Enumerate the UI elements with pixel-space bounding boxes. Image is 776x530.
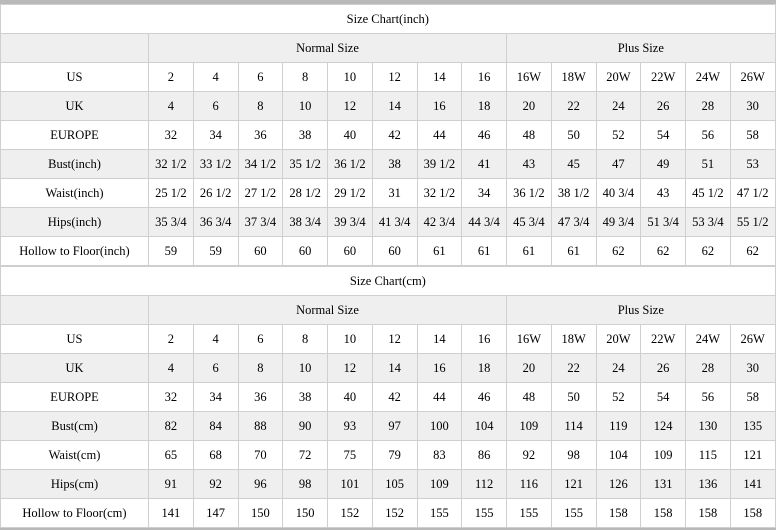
table-cell: 24W <box>686 325 731 354</box>
table-cell: 109 <box>417 470 462 499</box>
group-header-plus: Plus Size <box>507 296 776 325</box>
table-cell: 29 1/2 <box>328 179 373 208</box>
table-cell: 18 <box>462 354 507 383</box>
table-cell: 36 1/2 <box>507 179 552 208</box>
table-cell: 98 <box>283 470 328 499</box>
table-cell: 46 <box>462 383 507 412</box>
table-cell: 97 <box>372 412 417 441</box>
table-cell: 45 1/2 <box>686 179 731 208</box>
table-cell: 131 <box>641 470 686 499</box>
table-cell: 22 <box>551 92 596 121</box>
table-cell: 4 <box>193 63 238 92</box>
table-cell: 59 <box>193 237 238 266</box>
table-cell: 58 <box>730 383 775 412</box>
table-cell: 104 <box>596 441 641 470</box>
table-cell: 33 1/2 <box>193 150 238 179</box>
table-row <box>1 383 776 412</box>
table-cell: 24 <box>596 92 641 121</box>
table-cell: 112 <box>462 470 507 499</box>
row-label: Bust(cm) <box>1 412 149 441</box>
table-cell: 50 <box>551 383 596 412</box>
table-cell: 36 3/4 <box>193 208 238 237</box>
table-row <box>1 412 776 441</box>
size-chart-table <box>0 4 776 266</box>
row-label: US <box>1 63 149 92</box>
table-cell: 152 <box>328 499 373 528</box>
table-cell: 32 <box>149 383 194 412</box>
table-cell: 2 <box>149 325 194 354</box>
table-cell: 52 <box>596 383 641 412</box>
group-header-plus: Plus Size <box>507 34 776 63</box>
table-cell: 84 <box>193 412 238 441</box>
table-cell: 150 <box>238 499 283 528</box>
table-cell: 30 <box>730 354 775 383</box>
table-row <box>1 121 776 150</box>
table-cell: 4 <box>149 92 194 121</box>
table-cell: 36 <box>238 121 283 150</box>
table-cell: 61 <box>462 237 507 266</box>
table-cell: 60 <box>328 237 373 266</box>
table-cell: 121 <box>551 470 596 499</box>
table-cell: 38 <box>283 383 328 412</box>
table-cell: 14 <box>417 63 462 92</box>
table-cell: 98 <box>551 441 596 470</box>
table-cell: 16W <box>507 325 552 354</box>
table-cell: 52 <box>596 121 641 150</box>
table-cell: 49 3/4 <box>596 208 641 237</box>
row-label: Waist(cm) <box>1 441 149 470</box>
table-cell: 41 <box>462 150 507 179</box>
group-header-blank <box>1 34 149 63</box>
row-label: Hollow to Floor(cm) <box>1 499 149 528</box>
row-label: EUROPE <box>1 121 149 150</box>
chart-title-row <box>1 267 776 296</box>
table-cell: 34 <box>193 121 238 150</box>
table-cell: 12 <box>372 63 417 92</box>
table-cell: 8 <box>238 92 283 121</box>
table-cell: 26W <box>730 325 775 354</box>
table-cell: 51 <box>686 150 731 179</box>
table-cell: 18W <box>551 63 596 92</box>
table-cell: 79 <box>372 441 417 470</box>
table-cell: 10 <box>328 63 373 92</box>
table-cell: 4 <box>193 325 238 354</box>
table-cell: 155 <box>462 499 507 528</box>
table-cell: 20 <box>507 92 552 121</box>
table-cell: 105 <box>372 470 417 499</box>
row-label: US <box>1 325 149 354</box>
table-cell: 100 <box>417 412 462 441</box>
table-cell: 158 <box>596 499 641 528</box>
table-cell: 4 <box>149 354 194 383</box>
table-cell: 61 <box>551 237 596 266</box>
table-cell: 60 <box>238 237 283 266</box>
table-cell: 92 <box>507 441 552 470</box>
size-chart-cm <box>0 266 765 526</box>
table-cell: 96 <box>238 470 283 499</box>
table-cell: 72 <box>283 441 328 470</box>
table-cell: 47 <box>596 150 641 179</box>
table-cell: 10 <box>328 325 373 354</box>
table-cell: 6 <box>193 354 238 383</box>
group-header-normal: Normal Size <box>149 296 507 325</box>
chart-title: Size Chart(cm) <box>1 267 776 296</box>
table-row <box>1 208 776 237</box>
table-cell: 2 <box>149 63 194 92</box>
table-cell: 24 <box>596 354 641 383</box>
table-cell: 32 <box>149 121 194 150</box>
table-cell: 10 <box>283 92 328 121</box>
table-row <box>1 92 776 121</box>
table-cell: 114 <box>551 412 596 441</box>
table-cell: 34 <box>462 179 507 208</box>
table-cell: 12 <box>328 354 373 383</box>
table-cell: 104 <box>462 412 507 441</box>
chart-title-row <box>1 5 776 34</box>
table-cell: 31 <box>372 179 417 208</box>
table-cell: 39 3/4 <box>328 208 373 237</box>
table-cell: 16 <box>417 92 462 121</box>
table-cell: 14 <box>417 325 462 354</box>
table-cell: 101 <box>328 470 373 499</box>
table-cell: 22W <box>641 325 686 354</box>
table-cell: 38 3/4 <box>283 208 328 237</box>
table-cell: 158 <box>686 499 731 528</box>
table-cell: 155 <box>551 499 596 528</box>
table-cell: 46 <box>462 121 507 150</box>
table-cell: 121 <box>730 441 775 470</box>
table-cell: 61 <box>417 237 462 266</box>
table-cell: 24W <box>686 63 731 92</box>
table-cell: 50 <box>551 121 596 150</box>
table-cell: 93 <box>328 412 373 441</box>
table-cell: 37 3/4 <box>238 208 283 237</box>
table-cell: 16 <box>462 325 507 354</box>
table-cell: 42 <box>372 383 417 412</box>
table-cell: 45 3/4 <box>507 208 552 237</box>
table-cell: 158 <box>641 499 686 528</box>
table-row <box>1 441 776 470</box>
group-header-blank <box>1 296 149 325</box>
table-cell: 43 <box>641 179 686 208</box>
table-cell: 109 <box>507 412 552 441</box>
table-cell: 59 <box>149 237 194 266</box>
table-cell: 92 <box>193 470 238 499</box>
table-cell: 115 <box>686 441 731 470</box>
table-cell: 62 <box>730 237 775 266</box>
table-cell: 44 3/4 <box>462 208 507 237</box>
table-cell: 26 1/2 <box>193 179 238 208</box>
table-cell: 26 <box>641 354 686 383</box>
table-cell: 8 <box>283 325 328 354</box>
table-cell: 62 <box>641 237 686 266</box>
table-cell: 12 <box>372 325 417 354</box>
table-cell: 152 <box>372 499 417 528</box>
table-cell: 53 3/4 <box>686 208 731 237</box>
table-cell: 28 <box>686 92 731 121</box>
table-cell: 28 <box>686 354 731 383</box>
table-cell: 116 <box>507 470 552 499</box>
table-cell: 30 <box>730 92 775 121</box>
table-row <box>1 325 776 354</box>
table-cell: 48 <box>507 121 552 150</box>
table-cell: 150 <box>283 499 328 528</box>
table-cell: 141 <box>730 470 775 499</box>
table-cell: 14 <box>372 92 417 121</box>
group-header-row <box>1 296 776 325</box>
row-label: Hollow to Floor(inch) <box>1 237 149 266</box>
table-cell: 109 <box>641 441 686 470</box>
table-cell: 65 <box>149 441 194 470</box>
table-cell: 60 <box>372 237 417 266</box>
table-row <box>1 354 776 383</box>
table-cell: 141 <box>149 499 194 528</box>
table-cell: 135 <box>730 412 775 441</box>
table-cell: 36 1/2 <box>328 150 373 179</box>
table-cell: 47 3/4 <box>551 208 596 237</box>
table-cell: 40 3/4 <box>596 179 641 208</box>
table-cell: 20W <box>596 63 641 92</box>
table-cell: 49 <box>641 150 686 179</box>
table-cell: 53 <box>730 150 775 179</box>
table-cell: 14 <box>372 354 417 383</box>
table-cell: 34 <box>193 383 238 412</box>
table-cell: 27 1/2 <box>238 179 283 208</box>
table-cell: 32 1/2 <box>417 179 462 208</box>
table-cell: 40 <box>328 121 373 150</box>
table-cell: 25 1/2 <box>149 179 194 208</box>
row-label: Hips(inch) <box>1 208 149 237</box>
table-cell: 58 <box>730 121 775 150</box>
table-cell: 6 <box>238 325 283 354</box>
table-cell: 126 <box>596 470 641 499</box>
table-cell: 130 <box>686 412 731 441</box>
table-cell: 18 <box>462 92 507 121</box>
table-cell: 43 <box>507 150 552 179</box>
table-cell: 18W <box>551 325 596 354</box>
table-row <box>1 179 776 208</box>
table-cell: 42 <box>372 121 417 150</box>
table-cell: 75 <box>328 441 373 470</box>
table-cell: 20W <box>596 325 641 354</box>
table-cell: 124 <box>641 412 686 441</box>
table-cell: 38 <box>372 150 417 179</box>
table-cell: 51 3/4 <box>641 208 686 237</box>
table-cell: 119 <box>596 412 641 441</box>
table-row <box>1 150 776 179</box>
table-cell: 54 <box>641 121 686 150</box>
table-cell: 88 <box>238 412 283 441</box>
table-cell: 26W <box>730 63 775 92</box>
table-cell: 70 <box>238 441 283 470</box>
row-label: Bust(inch) <box>1 150 149 179</box>
table-cell: 35 3/4 <box>149 208 194 237</box>
row-label: EUROPE <box>1 383 149 412</box>
table-cell: 28 1/2 <box>283 179 328 208</box>
table-cell: 38 1/2 <box>551 179 596 208</box>
table-cell: 44 <box>417 383 462 412</box>
table-cell: 158 <box>730 499 775 528</box>
table-cell: 40 <box>328 383 373 412</box>
table-cell: 48 <box>507 383 552 412</box>
table-cell: 82 <box>149 412 194 441</box>
row-label: UK <box>1 354 149 383</box>
size-chart-inch <box>0 4 769 261</box>
table-cell: 55 1/2 <box>730 208 775 237</box>
table-cell: 62 <box>596 237 641 266</box>
table-cell: 147 <box>193 499 238 528</box>
table-cell: 8 <box>283 63 328 92</box>
table-cell: 36 <box>238 383 283 412</box>
table-cell: 47 1/2 <box>730 179 775 208</box>
table-cell: 22 <box>551 354 596 383</box>
table-cell: 35 1/2 <box>283 150 328 179</box>
table-cell: 61 <box>507 237 552 266</box>
table-cell: 34 1/2 <box>238 150 283 179</box>
chart-title: Size Chart(inch) <box>1 5 776 34</box>
table-cell: 16 <box>417 354 462 383</box>
table-cell: 16 <box>462 63 507 92</box>
table-cell: 41 3/4 <box>372 208 417 237</box>
table-cell: 38 <box>283 121 328 150</box>
table-cell: 86 <box>462 441 507 470</box>
table-cell: 26 <box>641 92 686 121</box>
group-header-normal: Normal Size <box>149 34 507 63</box>
table-cell: 22W <box>641 63 686 92</box>
table-row <box>1 499 776 528</box>
size-chart-table <box>0 266 776 528</box>
group-header-row <box>1 34 776 63</box>
table-row <box>1 237 776 266</box>
table-cell: 62 <box>686 237 731 266</box>
row-label: Waist(inch) <box>1 179 149 208</box>
table-row <box>1 470 776 499</box>
table-cell: 42 3/4 <box>417 208 462 237</box>
table-cell: 20 <box>507 354 552 383</box>
table-cell: 136 <box>686 470 731 499</box>
table-cell: 10 <box>283 354 328 383</box>
table-cell: 45 <box>551 150 596 179</box>
table-cell: 56 <box>686 383 731 412</box>
table-cell: 8 <box>238 354 283 383</box>
row-label: UK <box>1 92 149 121</box>
table-cell: 155 <box>507 499 552 528</box>
table-cell: 155 <box>417 499 462 528</box>
table-cell: 16W <box>507 63 552 92</box>
table-cell: 56 <box>686 121 731 150</box>
table-cell: 83 <box>417 441 462 470</box>
table-cell: 6 <box>238 63 283 92</box>
table-cell: 44 <box>417 121 462 150</box>
table-cell: 39 1/2 <box>417 150 462 179</box>
table-cell: 68 <box>193 441 238 470</box>
table-cell: 54 <box>641 383 686 412</box>
table-row <box>1 63 776 92</box>
table-cell: 32 1/2 <box>149 150 194 179</box>
table-cell: 91 <box>149 470 194 499</box>
row-label: Hips(cm) <box>1 470 149 499</box>
table-cell: 12 <box>328 92 373 121</box>
table-cell: 90 <box>283 412 328 441</box>
table-cell: 6 <box>193 92 238 121</box>
table-cell: 60 <box>283 237 328 266</box>
